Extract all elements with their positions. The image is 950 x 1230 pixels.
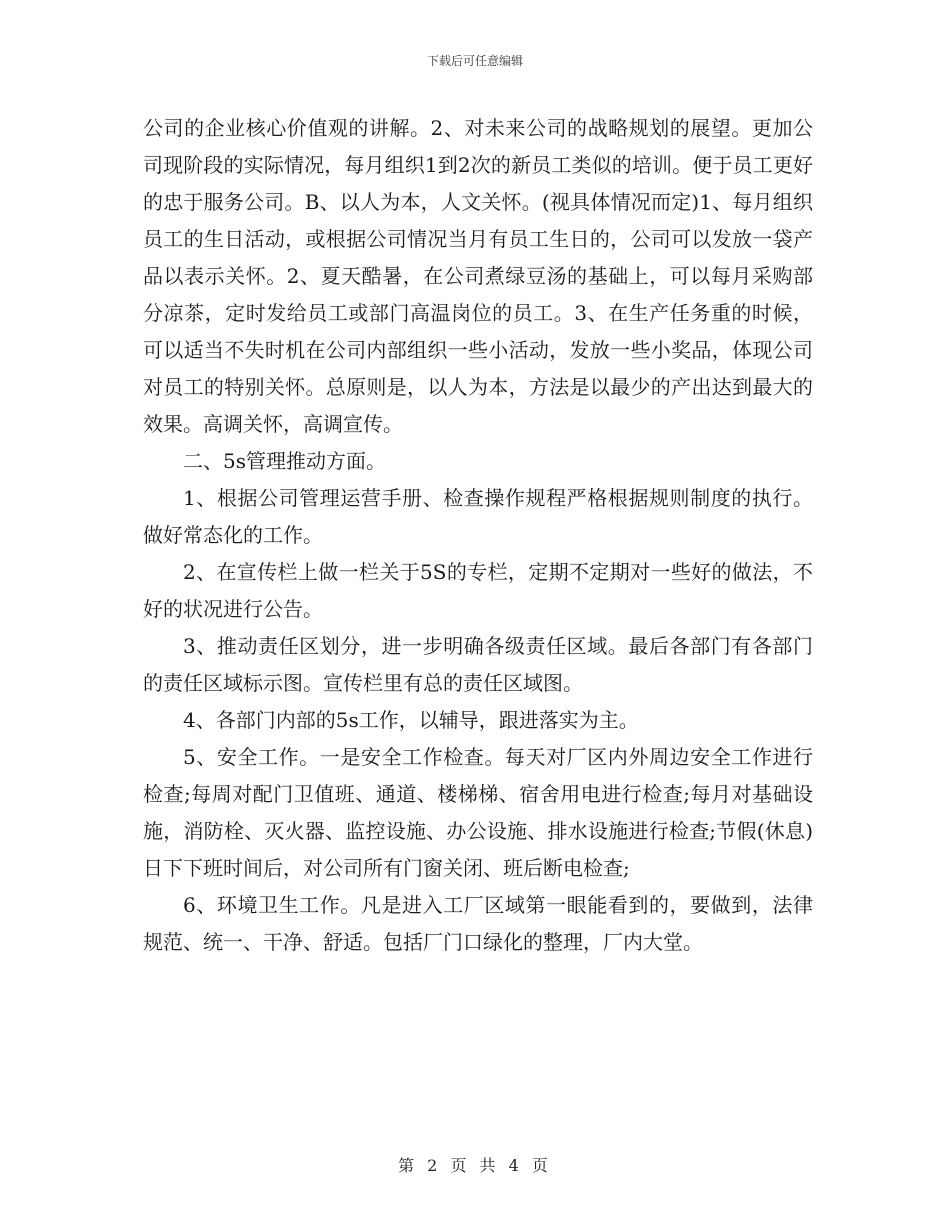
page-footer: 第 2 页 共 4 页 — [398, 1156, 552, 1175]
paragraph-1: 公司的企业核心价值观的讲解。2、对未来公司的战略规划的展望。更加公司现阶段的实际情况，每月组织1到2次的新员工类似的培训。便于员工更好的忠于服务公司。B、以人为本，人文关怀。(视具体情况而定)1、每月组织员工的生日活动，或根据公司情况当月有员工生日的，公司可以发放一袋产品以表示关怀。2、夏天酷暑，在公司煮绿豆汤的基础上，可以每月采购部分凉茶，定时发给员工或部门高温岗位的员工。3、在生产任务重的时候，可以适当不失时机在公司内部组织一些小活动，发放一些小奖品，体现公司对员工的特别关怀。总原则是，以人为本，方法是以最少的产出达到最大的效果。高调关怀，高调宣传。 — [143, 116, 813, 436]
paragraph-section-heading: 二、5s管理推动方面。 — [183, 449, 386, 473]
paragraph-item-3: 3、推动责任区划分，进一步明确各级责任区域。最后各部门有各部门的责任区域标示图。宣传栏里有总的责任区域图。 — [143, 634, 813, 695]
body-text — [143, 110, 813, 961]
paragraph-item-5: 5、安全工作。一是安全工作检查。每天对厂区内外周边安全工作进行检查;每周对配门卫值班、通道、楼梯梯、宿舍用电进行检查;每月对基础设施，消防栓、灭火器、监控设施、办公设施、排水设施进行检查;节假(休息)日下下班时间后，对公司所有门窗关闭、班后断电检查; — [143, 745, 813, 880]
paragraph-item-1: 1、根据公司管理运营手册、检查操作规程严格根据规则制度的执行。做好常态化的工作。 — [143, 486, 813, 547]
paragraph-item-4: 4、各部门内部的5s工作，以辅导，跟进落实为主。 — [183, 708, 639, 732]
page-header: 下载后可任意编辑 — [426, 54, 523, 68]
paragraph-item-2: 2、在宣传栏上做一栏关于5S的专栏，定期不定期对一些好的做法，不好的状况进行公告。 — [143, 560, 813, 621]
paragraph-item-6: 6、环境卫生工作。凡是进入工厂区域第一眼能看到的，要做到，法律规范、统一、干净、舒适。包括厂门口绿化的整理，厂内大堂。 — [143, 893, 813, 954]
